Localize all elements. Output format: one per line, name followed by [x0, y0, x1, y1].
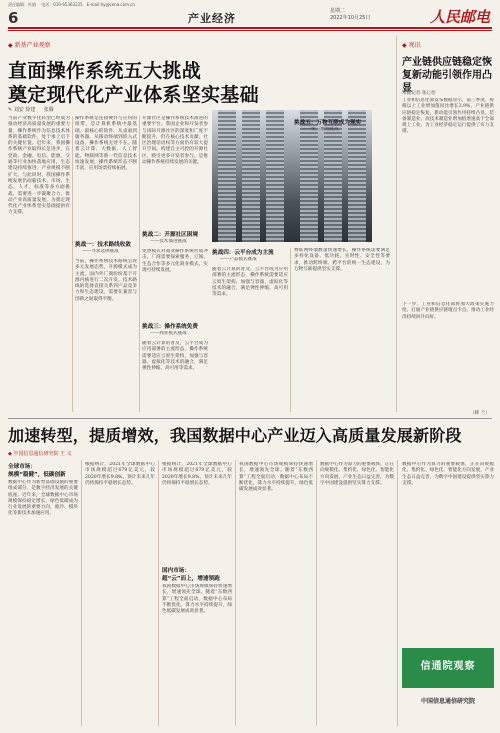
server-rack [242, 110, 260, 242]
article1-byline [8, 106, 54, 113]
article1-byline-text: 刘安 徐建 张腾 [13, 107, 54, 113]
article1-headline-line2: 奠定现代化产业体系坚实基础 [8, 84, 259, 106]
column-divider [158, 460, 159, 726]
article2-subhead-1: 全球市场： [8, 464, 36, 470]
sidebar-kicker [402, 40, 421, 49]
sidebar-kicker-text: 观讯 [408, 42, 421, 49]
sidebar-byline: 本报记者 张心怡 [402, 91, 436, 96]
article2-subhead-1b: 规模“稳健”，低碳创新 [8, 472, 66, 478]
article1-subhead-1b: ——寻求选择挑战 [82, 249, 119, 254]
article1-col4: 随着云计算的普及，云平台成为应用部署的主流形态，操作系统需要适应云原生架构，加强与容器、虚拟化等技术的融合，满足弹性伸缩、高可用等需求。 [212, 267, 288, 298]
sidebar-headline: 产业链供应链稳定恢复新动能引领作用凸显 [402, 57, 492, 94]
sidebar-body-2: 下一步，工业和信息化部将加大政策实施力度，打通产业链供应链堵点卡点，推动工业经济持续回升向好。 [402, 302, 494, 320]
article1-subhead-3: 挑战三：操作系统免费 [142, 324, 198, 330]
article1-col1: 当前产业数字化转型已经成为推动经济高质量发展的重要力量，操作系统作为信息技术体系的基础软件，处于承上启下的关键位置。近年来，我国操作系统产业取得长足进步，在党政、金融、电信、能源、交通等行业加快落地应用，生态建设持续推进，产业规模不断扩大。与此同时，我国操作系统发展仍面临技术、市场、生态、人才、标准等多方面挑战，需要进一步凝聚合力，推动产业高质量发展，为奠定现代化产业体系坚实基础提供有力支撑。 [8, 116, 70, 216]
article2-col6: 数据中心作为算力的重要载体，正在向规模化、集约化、绿色化、智能化方向发展，产业生态日益完善，为数字中国建设提供坚实算力支撑。 [402, 462, 494, 486]
article1-col3-end: 随着云计算的普及，云平台成为应用部署的主流形态，操作系统需要适应云原生架构，加强与容器、虚拟化等技术的融合，满足弹性伸缩、高可用等需求。 [142, 341, 208, 372]
article2-subhead-2: 国内市场： [162, 568, 190, 574]
article1-subhead-4b: ——产品模式挑战 [220, 257, 257, 262]
article1-subhead-2b: ——技术演进挑战 [150, 239, 187, 244]
article2-col3: 我国数据中心市场规模保持快速增长，增速领先全球。随着“东数西算”工程全面启动，数据中心布局不断优化，算力水平持续提升，绿色低碳发展成效显著。 [162, 584, 232, 615]
masthead-topline: 责任编辑：杜娟 电话：010-65363225 E-mail:hy@cena.com.cn [8, 2, 135, 7]
column-divider [72, 116, 73, 412]
server-rack [218, 110, 236, 242]
article2-col4: 我国数据中心市场规模保持快速增长，增速领先全球。随着“东数西算”工程全面启动，数据中心布局不断优化，算力水平持续提升，绿色低碳发展成效显著。 [239, 462, 313, 493]
masthead-rule [8, 27, 492, 29]
article1-subhead-5b: ——统三规划挑战 [302, 127, 339, 132]
article1-kicker-text: 新基产业观察 [14, 42, 51, 49]
bullet-icon: ◆ [402, 42, 407, 49]
page-number: 6 [8, 9, 19, 27]
badge-organization: 中国信息通信研究院 [420, 698, 475, 705]
bullet-icon: ◆ [8, 42, 13, 49]
article1-col5: 物联网终端数量快速增长，操作系统需要满足多样化设备、低功耗、实时性、安全性等要求，推动跨终端、跨平台的统一生态建设，为万物互联提供坚实支撑。 [294, 248, 390, 272]
bullet-icon: ◆ [8, 451, 12, 457]
column-divider [81, 460, 82, 726]
article2-col3-top: 根据统计，2021年全球数据中心市场规模超过679亿美元，较2020年增长9.8%，预计未来几年仍将保持平稳增长态势。 [162, 462, 232, 486]
article1-subhead-5: 挑战五：万物互联成为现实 [294, 120, 362, 126]
column-divider [316, 460, 317, 726]
article2-col1: 数据中心作为新型基础设施的重要组成部分，是数字经济发展的关键底座。近年来，全球数据中心市场规模保持稳定增长，绿色低碳成为行业发展的重要方向，液冷、模块化等新技术加速应用。 [8, 480, 78, 517]
article1-col3: 开源社区是操作系统技术演进的重要平台。我国企业和开发者参与国际开源社区的深度和广度不断提升，但在核心技术贡献、社区治理话语权等方面仍有较大提升空间。构建自主可控的开源社区，吸引更多开发者参与，是推动操作系统持续发展的关键。 [142, 116, 208, 166]
article1-subhead-3b: ——商业模式挑战 [150, 331, 187, 336]
article1-kicker [8, 40, 51, 49]
column-badge [402, 648, 494, 688]
column-divider [397, 460, 398, 726]
sidebar-body-1: 工业和信息化部发布数据显示，前三季度，规模以上工业增加值同比增长3.9%，产业链供应链稳定恢复，新动能引领作用持续凸显。装备制造业、高技术制造业增加值增速高于全部规上工业，为工业经济稳定运行提供了有力支撑。 [402, 98, 494, 135]
section-title: 产业经济 [188, 12, 236, 25]
article1-headline-line1: 直面操作系统五大挑战 [8, 60, 202, 82]
article2-col5: 数据中心作为算力的重要载体，正在向规模化、集约化、绿色化、智能化方向发展，产业生态日益完善，为数字中国建设提供坚实算力支撑。 [320, 462, 394, 486]
column-divider [290, 248, 291, 412]
weekday: 星期二 [330, 8, 346, 14]
pen-icon: ✎ [8, 107, 13, 113]
sidebar-divider [396, 36, 397, 412]
masthead-thin-rule [8, 30, 492, 31]
article1-subhead-2: 挑战二：开源社区困境 [142, 232, 198, 238]
date-block [330, 8, 370, 22]
article2-byline [8, 450, 72, 457]
article2-headline: 加速转型，提质增效，我国数据中心产业迈入高质量发展新阶段 [8, 426, 462, 445]
article1-col3-cont: 免费模式对商业操作系统形成冲击，厂商需要探索服务、订阅、生态合作等多元化商业模式，实现可持续发展。 [142, 249, 208, 273]
article1-col2: 操作系统是连接硬件与应用的纽带，是计算机系统中最基础、最核心的软件。从桌面到服务器，从移动终端到嵌入式设备，操作系统无处不在。随着云计算、大数据、人工智能、物联网等新一代信息技术快速发展，操作系统形态不断丰富，应用场景持续拓展。 [75, 116, 137, 172]
issue-date: 2022年10月25日 [330, 15, 371, 21]
server-rack [266, 110, 284, 242]
article1-col2-cont: 当前，操作系统技术路线呈现多元发展态势，开源模式成为主流，国内外厂商纷纷基于开源内核进行二次开发。技术路线的选择直接关系到产品竞争力和生态建设，需要在兼容与创新之间取得平衡。 [75, 259, 137, 302]
article1-subhead-1: 挑战一：技术路线收敛 [75, 242, 131, 248]
article2-byline-text: 中国信息通信研究院 王 义 [13, 451, 72, 457]
article2-col2: 根据统计，2021年全球数据中心市场规模超过679亿美元，较2020年增长9.8%，预计未来几年仍将保持平稳增长态势。 [85, 462, 155, 486]
column-divider [139, 116, 140, 412]
article-separator [8, 418, 492, 419]
badge-title: 信通院观察 [420, 661, 476, 672]
sidebar-signoff: （韩 兰） [470, 411, 490, 416]
article1-subhead-4: 挑战四：云平台成为主流 [212, 250, 274, 256]
column-divider [235, 460, 236, 726]
newspaper-logo: 人民邮电 [430, 8, 491, 26]
article2-subhead-2b: 超“云”而上，增速领跑 [162, 576, 220, 582]
